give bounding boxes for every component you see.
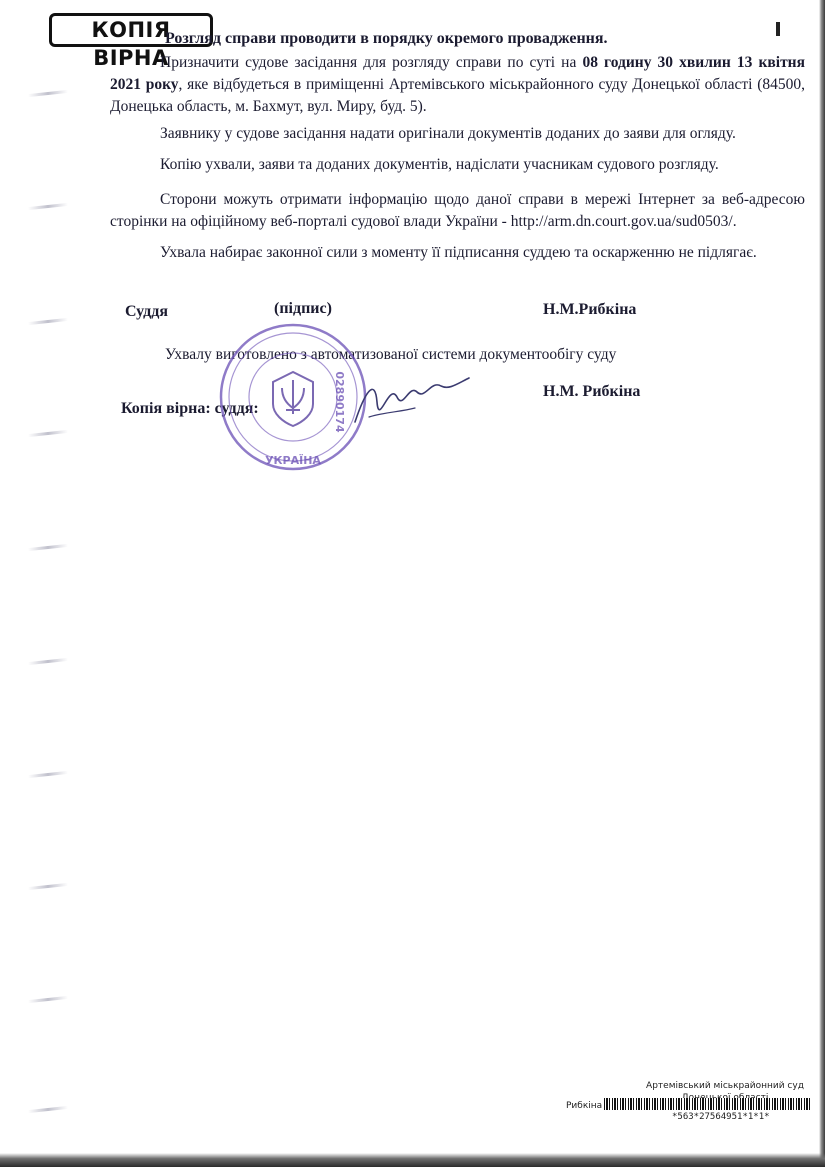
paragraph-originals [110,123,805,145]
judge-name: Н.М.Рибкіна [543,301,637,318]
auto-generated-note: Ухвалу виготовлено з автоматизованої системи документообігу суду [165,346,617,363]
footer-judge-name: Рибкіна [566,1101,603,1111]
margin-mark [28,203,68,210]
margin-mark [28,771,68,778]
paragraph-hearing-date [110,52,805,118]
paragraph-text: Призначити судове засідання для розгляду справи по суті на [160,54,583,71]
paragraph-text: Ухвала набирає законної сили з моменту її підписання суддею та оскарженню не підлягає. [160,244,757,261]
hearing-datetime: 08 годину 30 хвилин 13 квітня 2021 року [110,54,805,93]
page-edge-shadow-bottom [0,1153,825,1167]
copy-true-stamp: КОПІЯ ВІРНА [49,13,213,47]
document-heading: Розгляд справи проводити в порядку окремого провадження. [165,30,608,47]
paragraph-text: Заявнику у судове засідання надати оригінали документів доданих до заяви для огляду. [160,125,736,142]
judge-label: Суддя [125,303,168,320]
barcode-code: *563*27564951*1*1* [672,1112,770,1122]
margin-mark [28,318,68,325]
judge-signature-icon [345,372,475,432]
signature-placeholder: (підпис) [274,300,332,317]
margin-mark [28,544,68,551]
footer-court-line: Артемівський міськрайонний суд [646,1081,804,1091]
paragraph-text: , яке відбудеться в приміщенні Артемівського міськрайонного суду Донецької області (84500, Донецька область, м. Бахмут, вул. Миру, буд. 5). [110,76,805,115]
document-barcode-icon [604,1098,812,1110]
copy-certified-label: Копія вірна: суддя: [121,400,259,417]
margin-mark [28,430,68,437]
paragraph-effect [110,242,805,264]
page-edge-shadow-right [819,0,825,1167]
margin-mark [28,1106,68,1113]
paragraph-text: Копію ухвали, заяви та доданих документів, надіслати учасникам судового розгляду. [160,156,719,173]
margin-mark [28,996,68,1003]
margin-mark [28,90,68,97]
seal-code-text: 02890174 [333,371,346,433]
margin-mark [28,658,68,665]
paragraph-web-info [110,189,805,233]
seal-country-text: УКРАЇНА [265,454,321,467]
margin-mark [28,883,68,890]
paragraph-text: Сторони можуть отримати інформацію щодо даної справи в мережі Інтернет за веб-адресою сторінки на офіційному веб-порталі судової влади України - http://arm.dn.court.gov.ua/sud0503/. [110,191,805,230]
copy-judge-name: Н.М. Рибкіна [543,383,641,400]
paragraph-copies [110,154,805,176]
scan-artifact-mark [776,22,780,36]
